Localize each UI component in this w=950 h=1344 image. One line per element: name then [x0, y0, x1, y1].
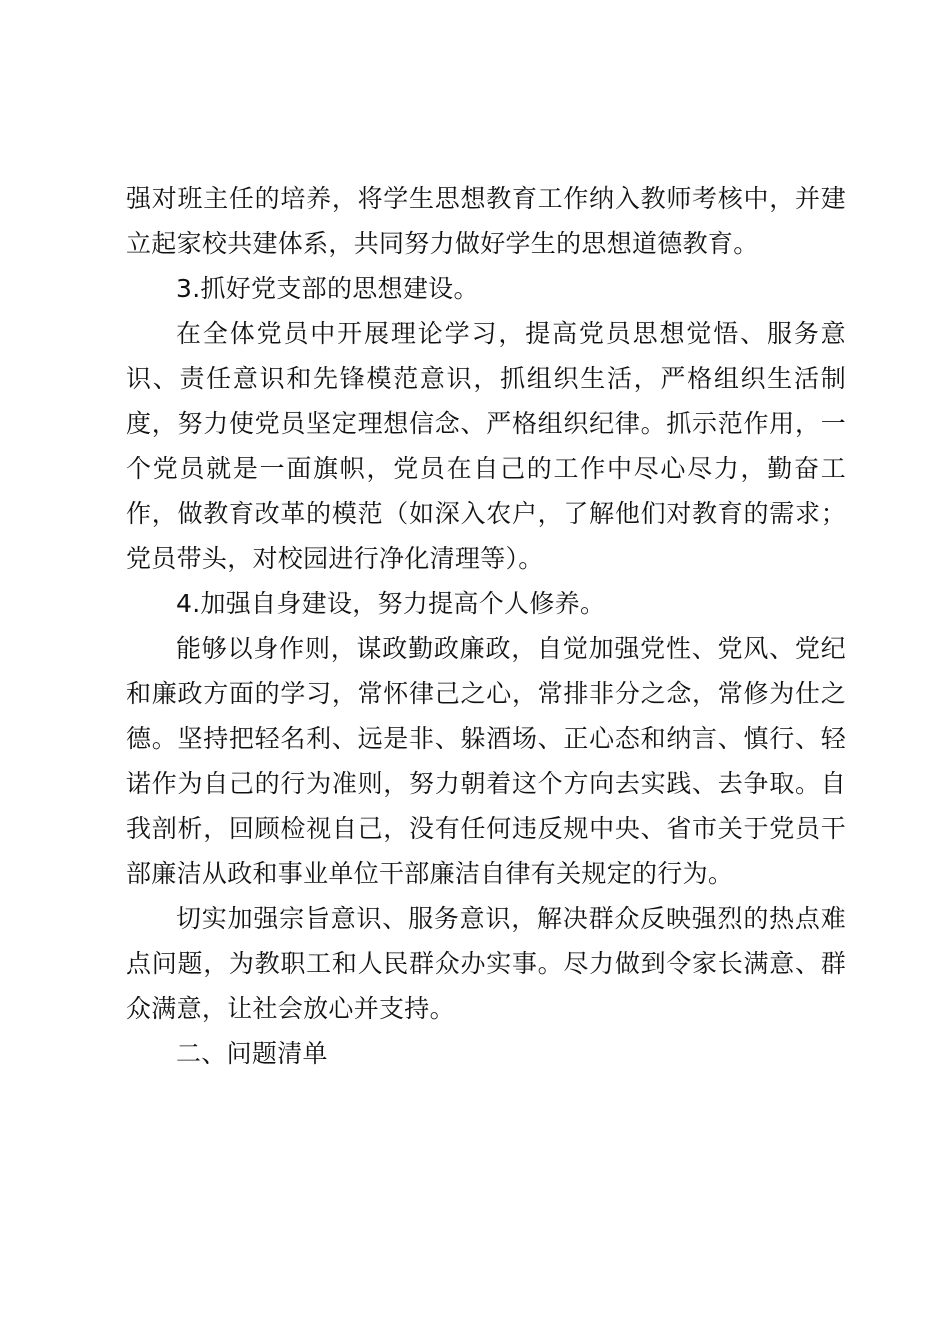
- section-heading-4: 4.加强自身建设，努力提高个人修养。: [176, 589, 606, 618]
- paragraph-self-discipline: 能够以身作则，谋政勤政廉政，自觉加强党性、党风、党纪和廉政方面的学习，常怀律己之心，常排非分之念，常修为仕之德。坚持把轻名利、远是非、躲酒场、正心态和纳言、慎行、轻诺作为自己的行为准则，努力朝着这个方向去实践、去争取。自我剖析，回顾检视自己，没有任何违反规中央、省市关于党员干部廉洁从政和事业单位干部廉洁自律有关规定的行为。: [126, 634, 846, 888]
- section-heading-3: 3.抓好党支部的思想建设。: [176, 274, 479, 303]
- paragraph-service-awareness: 切实加强宗旨意识、服务意识，解决群众反映强烈的热点难点问题，为教职工和人民群众办实事。尽力做到令家长满意、群众满意，让社会放心并支持。: [126, 904, 846, 1023]
- paragraph-party-study: 在全体党员中开展理论学习，提高党员思想觉悟、服务意识、责任意识和先锋模范意识，抓组织生活，严格组织生活制度，努力使党员坚定理想信念、严格组织纪律。抓示范作用，一个党员就是一面旗帜，党员在自己的工作中尽心尽力，勤奋工作，做教育改革的模范（如深入农户，了解他们对教育的需求；党员带头，对校园进行净化清理等）。: [126, 319, 846, 573]
- section-heading-problem-list: 二、问题清单: [176, 1039, 328, 1068]
- document-body: [126, 176, 846, 1076]
- paragraph-continuation: 强对班主任的培养，将学生思想教育工作纳入教师考核中，并建立起家校共建体系，共同努力做好学生的思想道德教育。: [126, 184, 846, 258]
